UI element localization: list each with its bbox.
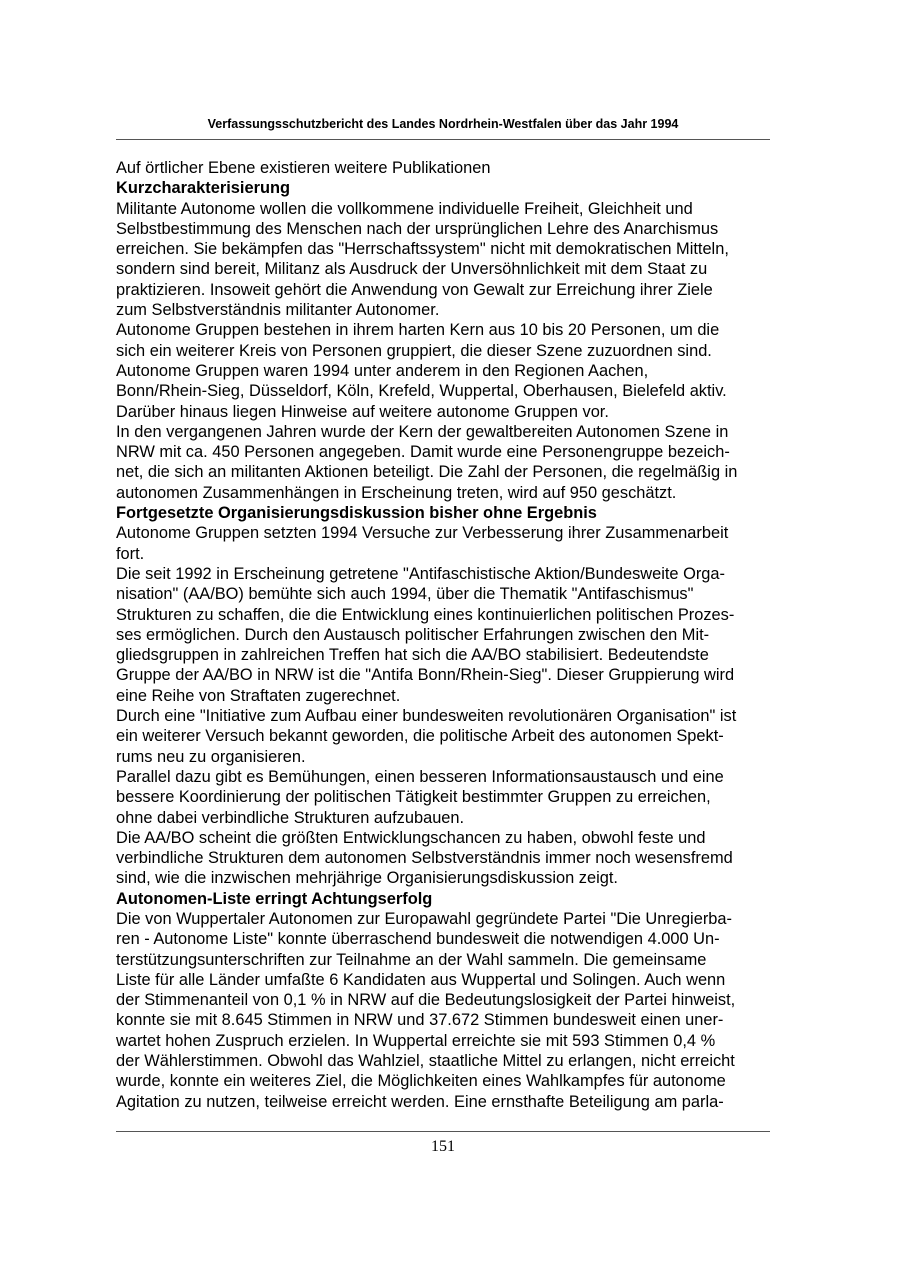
text-line: Strukturen zu schaffen, die die Entwicklung eines kontinuierlichen politischen Prozes- <box>116 605 735 624</box>
text-line: zum Selbstverständnis militanter Autonomer. <box>116 301 440 320</box>
text-line: sondern sind bereit, Militanz als Ausdruck der Unversöhnlichkeit mit dem Staat zu <box>116 260 708 279</box>
text-line: ren - Autonome Liste" konnte überraschend bundesweit die notwendigen 4.000 Un- <box>116 930 720 949</box>
text-line: Autonome Gruppen bestehen in ihrem harten Kern aus 10 bis 20 Personen, um die <box>116 321 720 340</box>
text-line: terstützungsunterschriften zur Teilnahme an der Wahl sammeln. Die gemeinsame <box>116 950 707 969</box>
text-line: ein weiterer Versuch bekannt geworden, die politische Arbeit des autonomen Spekt- <box>116 727 724 746</box>
text-line: autonomen Zusammenhängen in Erscheinung treten, wird auf 950 geschätzt. <box>116 483 677 502</box>
text-line: verbindliche Strukturen dem autonomen Selbstverständnis immer noch wesensfremd <box>116 849 733 868</box>
page-number: 151 <box>431 1138 455 1155</box>
text-line: Auf örtlicher Ebene existieren weitere Publikationen <box>116 159 491 177</box>
text-line: Autonome Gruppen setzten 1994 Versuche zur Verbesserung ihrer Zusammenarbeit <box>116 524 729 543</box>
text-line: der Stimmenanteil von 0,1 % in NRW auf die Bedeutungslosigkeit der Partei hinweist, <box>116 991 736 1010</box>
text-line: sich ein weiterer Kreis von Personen gruppiert, die dieser Szene zuzuordnen sind. <box>116 341 712 360</box>
section-heading: Kurzcharakterisierung <box>116 179 290 198</box>
text-line: fort. <box>116 544 145 563</box>
text-line: Die AA/BO scheint die größten Entwicklungschancen zu haben, obwohl feste und <box>116 828 706 847</box>
text-line: Parallel dazu gibt es Bemühungen, einen besseren Informationsaustausch und eine <box>116 767 724 786</box>
text-line: net, die sich an militanten Aktionen beteiligt. Die Zahl der Personen, die regelmäßig in <box>116 463 738 482</box>
text-line: Gruppe der AA/BO in NRW ist die "Antifa Bonn/Rhein-Sieg". Dieser Gruppierung wird <box>116 666 735 685</box>
text-line: Die von Wuppertaler Autonomen zur Europawahl gegründete Partei "Die Unregierba- <box>116 909 732 928</box>
text-line: der Wählerstimmen. Obwohl das Wahlziel, staatliche Mittel zu erlangen, nicht erreicht <box>116 1052 735 1071</box>
page-header-title: Verfassungsschutzbericht des Landes Nordrhein-Westfalen über das Jahr 1994 <box>207 117 679 131</box>
text-line: Darüber hinaus liegen Hinweise auf weitere autonome Gruppen vor. <box>116 402 609 421</box>
text-line: Militante Autonome wollen die vollkommene individuelle Freiheit, Gleichheit und <box>116 199 693 218</box>
text-line: Agitation zu nutzen, teilweise erreicht werden. Eine ernsthafte Beteiligung am parla- <box>116 1092 724 1111</box>
header-rule <box>116 139 770 140</box>
text-line: ohne dabei verbindliche Strukturen aufzubauen. <box>116 808 465 827</box>
text-line: NRW mit ca. 450 Personen angegeben. Damit wurde eine Personengruppe bezeich- <box>116 443 730 462</box>
text-line: bessere Koordinierung der politischen Tätigkeit bestimmter Gruppen zu erreichen, <box>116 788 711 807</box>
text-line: gliedsgruppen in zahlreichen Treffen hat sich die AA/BO stabilisiert. Bedeutendste <box>116 646 709 665</box>
text-line: praktizieren. Insoweit gehört die Anwendung von Gewalt zur Erreichung ihrer Ziele <box>116 280 713 299</box>
text-line: ses ermöglichen. Durch den Austausch politischer Erfahrungen zwischen den Mit- <box>116 625 710 644</box>
text-line: konnte sie mit 8.645 Stimmen in NRW und 37.672 Stimmen bundesweit einen uner- <box>116 1011 724 1030</box>
text-line: In den vergangenen Jahren wurde der Kern der gewaltbereiten Autonomen Szene in <box>116 422 729 441</box>
text-line: nisation" (AA/BO) bemühte sich auch 1994, über die Thematik "Antifaschismus" <box>116 585 694 604</box>
text-line: Durch eine "Initiative zum Aufbau einer bundesweiten revolutionären Organisation" ist <box>116 707 737 726</box>
text-line: Liste für alle Länder umfaßte 6 Kandidaten aus Wuppertal und Solingen. Auch wenn <box>116 970 726 989</box>
text-line: eine Reihe von Straftaten zugerechnet. <box>116 686 401 705</box>
section-heading: Autonomen-Liste erringt Achtungserfolg <box>116 889 433 908</box>
text-line: rums neu zu organisieren. <box>116 747 306 766</box>
footer-rule <box>116 1131 770 1132</box>
text-line: Die seit 1992 in Erscheinung getretene "Antifaschistische Aktion/Bundesweite Orga- <box>116 564 725 583</box>
text-line: Bonn/Rhein-Sieg, Düsseldorf, Köln, Krefeld, Wuppertal, Oberhausen, Bielefeld aktiv. <box>116 382 727 401</box>
text-line: sind, wie die inzwischen mehrjährige Organisierungsdiskussion zeigt. <box>116 869 618 888</box>
text-line: Selbstbestimmung des Menschen nach der ursprünglichen Lehre des Anarchismus <box>116 219 719 238</box>
section-heading: Fortgesetzte Organisierungsdiskussion bisher ohne Ergebnis <box>116 504 597 523</box>
text-line: erreichen. Sie bekämpfen das "Herrschaftssystem" nicht mit demokratischen Mitteln, <box>116 240 729 259</box>
text-line: Autonome Gruppen waren 1994 unter anderem in den Regionen Aachen, <box>116 361 649 380</box>
text-line: wartet hohen Zuspruch erzielen. In Wuppertal erreichte sie mit 593 Stimmen 0,4 % <box>116 1031 716 1050</box>
document-body <box>116 158 790 1112</box>
text-line: wurde, konnte ein weiteres Ziel, die Möglichkeiten eines Wahlkampfes für autonome <box>116 1072 726 1091</box>
